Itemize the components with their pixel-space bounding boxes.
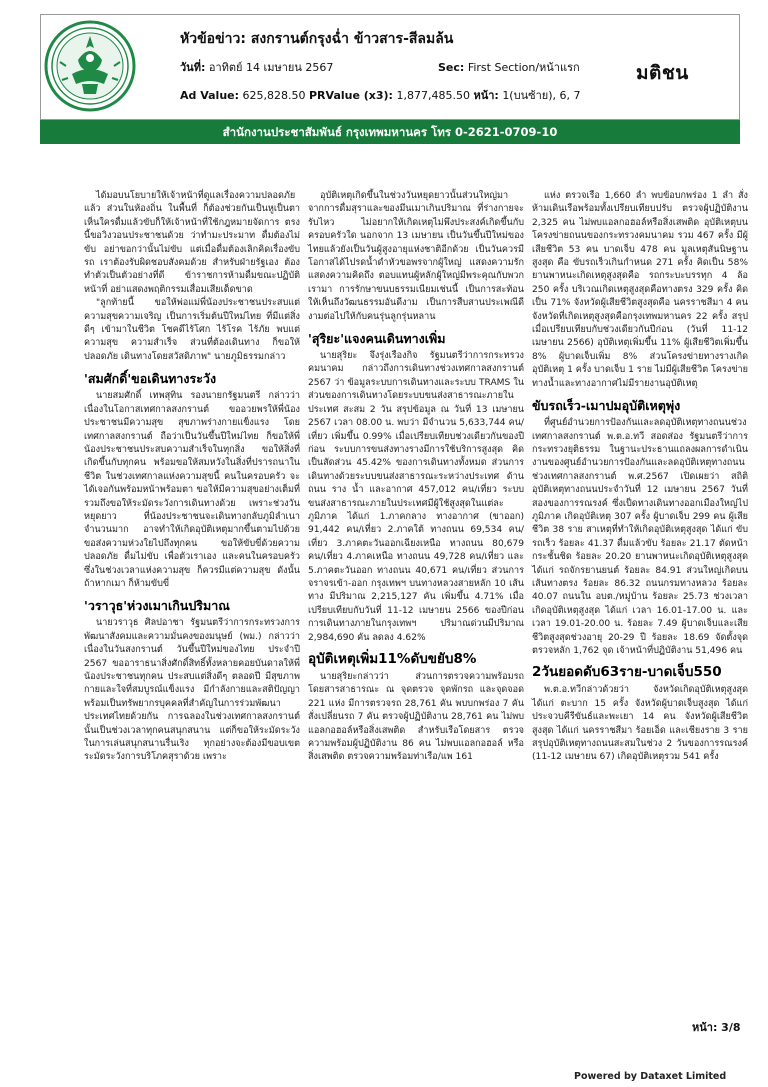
ad-value: 625,828.50 bbox=[242, 89, 306, 102]
paragraph: ที่ศูนย์อำนวยการป้องกันและลดอุบัติเหตุทางถนนช่วงเทศกาลสงกรานต์ พ.ต.อ.ทวี สอดส่อง รัฐมนตรีว่าการกระทรวงยุติธรรม ในฐานะประธานแถลงผลการดำเนินงานของศูนย์อำนวยการป้องกันและลดอุบัติเหตุทางถนนช่วงเทศกาลสงกรานต์ พ.ศ.2567 เปิดเผยว่า สถิติอุบัติเหตุทางถนนประจำวันที่ 12 เมษายน 2567 วันที่สองของการรณรงค์ ซึ่งเป็ดทางเดินทางออกเมืองใหญ่ไปภูมิภาค เกิดอุบัติเหตุ 307 ครั้ง ผู้บาดเจ็บ 299 คน ผู้เสียชีวิต 38 ราย สาเหตุที่ทำให้เกิดอุบัติเหตุสูงสุด ได้แก่ ขับรถเร็ว ร้อยละ 41.37 ดื่มแล้วขับ ร้อยละ 21.17 ตัดหน้ากระชั้นชิด ร้อยละ 20.20 ยานพาหนะเกิดอุบัติเหตุสูงสุด ได้แก่ รถจักรยานยนต์ ร้อยละ 84.91 ส่วนใหญ่เกิดบนเส้นทางตรง ร้อยละ 86.32 ถนนกรมทางหลวง ร้อยละ 40.07 ถนนใน อบต./หมู่บ้าน ร้อยละ 25.73 ช่วงเวลาเกิดอุบัติเหตุสูงสุด ได้แก่ เวลา 16.01-17.00 น. และเวลา 19.01-20.00 น. ร้อยละ 7.49 ผู้บาดเจ็บและเสียชีวิตสูงสุดช่วงอายุ 20-29 ปี ร้อยละ 18.69 จัดตั้งจุดตรวจหลัก 1,762 จุด เจ้าหน้าที่ปฏิบัติงาน 51,496 คน bbox=[532, 418, 748, 656]
section-value: First Section/หน้าแรก bbox=[467, 61, 580, 74]
subheading: ขับรถเร็ว-เมาปมอุบัติเหตุพุ่ง bbox=[532, 398, 681, 414]
paragraph: ได้มอบนโยบายให้เจ้าหน้าที่ดูแลเรื่องความปลอดภัยแล้ว ส่วนในห้องถิ่น ในพื้นที่ ก็ต้องช่วยกันเป็นหูเป็นตา เห็นใครดื่มแล้วขับก็ให้เจ้าหน้าที่ใช้กฎหมายจัดการ ตรงนี้ขอวิงวอนประชาชนด้วย ว่าทำมะประมาท ดื่มต้องไม่ขับ อย่าขอกว่านั้นไม่ขับ แต่เมื่อดื่มต้องเลิกคิดเรื่องขับรถ เราต้องรับผิดชอบสังคมด้วย สำหรับฝ่ายรัฐเอง ต้องทำตัวเป็นตัวอย่างที่ดี ข้าราชการห้ามดื่มขณะปฏิบัติหน้าที่ อย่าแสดงพฤติกรรมเสื่อมเสียเด็ดขาด bbox=[84, 191, 300, 295]
paragraph: พ.ต.อ.ทวีกล่าวด้วยว่า จังหวัดเกิดอุบัติเหตุสูงสุด ได้แก่ ตะบาก 15 ครั้ง จังหวัดผู้บาดเจ็บสูงสุด ได้แก่ ประจวบคีรีขันธ์และพะเยา 14 คน จังหวัดผู้เสียชีวิตสูงสุด ได้แก่ นครราชสีมา ร้อยเอ็ด และเชียงราย 3 ราย สรุปอุบัติเหตุทางถนนสะสมในช่วง 2 วันของการรณรงค์ (11-12 เมษายน 67) เกิดอุบัติเหตุรวม 541 ครั้ง bbox=[532, 685, 748, 763]
date-line bbox=[180, 58, 333, 76]
page-value: 1(บนซ้าย), 6, 7 bbox=[502, 89, 581, 102]
paragraph: "ลูกท้ายนี้ ขอให้พ่อแม่พี่น้องประชาชนประสบแต่ความสุขความเจริญ เป็นการเริ่มต้นปีใหม่ไทย ที่มีแต่สิ่งดีๆ เข้ามาในชีวิต โชคดีไร้โศก ไร้โรค ไร้ภัย พบแต่ความสุข ความสำเร็จ ส่วนที่ต้องเดินทาง ก็ขอให้ปลอดภัย เดินทางโดยสวัสดิภาพ" นายภูมิธรรมกล่าว bbox=[84, 298, 300, 362]
powered-by: Powered by Dataxet Limited bbox=[574, 1071, 727, 1082]
date-label: วันที่: bbox=[180, 61, 206, 74]
ad-value-label: Ad Value: bbox=[180, 89, 240, 102]
date-value: อาทิตย์ 14 เมษายน 2567 bbox=[208, 61, 334, 74]
headline-value: สงกรานต์กรุงฉ่ำ ข้าวสาร-สีลมล้น bbox=[250, 31, 454, 47]
article-column-1 bbox=[84, 190, 300, 765]
paragraph: นายสมศักดิ์ เทพสุทิน รองนายกรัฐมนตรี กล่าวว่า เนื่องในโอกาสเทศกาลสงกรานต์ ขออวยพรให้พี่น้องประชาชนมีความสุข สุขภาพร่างกายแข็งแรง โดยเทศกาลสงกรานต์ ถือว่าเป็นวันขึ้นปีใหม่ไทย ก็ขอให้พี่น้องประชาชนประสบความสำเร็จในทุกสิ่ง ขอให้สิ่งที่เกิดขึ้นกับทุกคน พร้อมขอให้สมหวังในสิ่งที่ปรารถนาในชีวิต ในช่วงเทศกาลแห่งความสุขนี้ คนในครอบครัว จะได้เจอกันพร้อมหน้าพร้อมตา ขอให้มีความสุขอย่างเต็มที่ รวมถึงขอให้ระมัดระวังการเดินทางด้วย เพราะช่วงวันหยุดยาว ที่น้องประชาชนจะเดินทางกลับภูมิลำเนาจำนวนมาก อาจทำให้เกิดอุบัติเหตุมากขึ้นตามไปด้วย ขอส่งความห่วงใยไปถึงทุกคน ขอให้ขับขี่ด้วยความปลอดภัย ดื่มไม่ขับ เพื่อตัวเราเอง และคนในครอบครัว ซึ่งในช่วงเวลาแห่งความสุข ก็ควรมีแต่ความสุข ดังนั้น ถ้าหากเมา ก็ห้ามขับขี่ bbox=[84, 391, 300, 589]
contact-bar: สำนักงานประชาสัมพันธ์ กรุงเทพมหานคร โทร 0-2621-0709-10 bbox=[40, 120, 740, 144]
paragraph: แห่ง ตรวจเรือ 1,660 ลำ พบข้อบกพร่อง 1 ลำ สั่งห้ามเดินเรือพร้อมทั้งเปรียบเทียบปรับ ตรวจผู้ปฏิบัติงาน 2,325 คน ไม่พบแอลกอฮอล์หรือสิ่งเสพติด อุบัติเหตุบนโครงข่ายถนนของกระทรวงคมนาคม รวม 467 ครั้ง มีผู้เสียชีวิต 53 คน บาดเจ็บ 478 คน มูลเหตุสันนิษฐานสูงสุด คือ ขับรถเร็วเกินกำหนด 271 ครั้ง คิดเป็น 58% ยานพาหนะเกิดเหตุสูงสุดคือ รถกระบะบรรทุก 4 ล้อ 250 ครั้ง บริเวณเกิดเหตุสูงสุดคือทางตรง 329 ครั้ง คิดเป็น 71% จังหวัดผู้เสียชีวิตสูงสุดคือ นครราชสีมา 4 คน จังหวัดที่เกิดเหตุสูงสุดคือกรุงเทพมหานคร 22 ครั้ง สรุปเมื่อเปรียบเทียบกับช่วงเดียวกันปีก่อน (วันที่ 11-12 เมษายน 2566) อุบัติเหตุเพิ่มขึ้น 11% ผู้เสียชีวิตเพิ่มขึ้น 8% ผู้บาดเจ็บเพิ่ม 8% ส่วนโครงข่ายทางรางเกิดอุบัติเหตุ 1 ครั้ง บาดเจ็บ 1 ราย ไม่มีผู้เสียชีวิต โครงข่ายทางน้ำและทางอากาศไม่มีรายงานอุบัติเหตุ bbox=[532, 191, 748, 389]
pr-value: 1,877,485.50 bbox=[396, 89, 470, 102]
newspaper-brand: มติชน bbox=[636, 62, 689, 84]
headline bbox=[180, 28, 453, 50]
ad-value-line bbox=[180, 86, 580, 104]
paragraph: นายสุริยะกล่าวว่า ส่วนการตรวจความพร้อมรถโดยสารสาธารณะ ณ จุดตรวจ จุดพักรถ และจุดจอด 221 แห่ง มีการตรวจรถ 28,761 คัน พบบกพร่อง 7 คัน สั่งเปลี่ยนรถ 7 คัน ตรวจผู้ปฏิบัติงาน 28,761 คน ไม่พบแอลกอฮอล์หรือสิ่งเสพติด สำหรับเรือโดยสาร ตรวจความพร้อมผู้ปฏิบัติงาน 86 คน ไม่พบแอลกอฮอล์ หรือสิ่งเสพติด ตรวจความพร้อมท่าเรือ/แพ 161 bbox=[308, 672, 524, 763]
page-number: หน้า: 3/8 bbox=[692, 1021, 741, 1034]
subheading: 2วันยอดดับ63ราย-บาดเจ็บ550 bbox=[532, 664, 722, 681]
section-label: Sec: bbox=[438, 61, 465, 74]
subheading: 'สุริยะ'แจงคนเดินทางเพิ่ม bbox=[308, 331, 446, 347]
paragraph: นายสุริยะ จึงรุ่งเรืองกิจ รัฐมนตรีว่าการกระทรวงคมนาคม กล่าวถึงการเดินทางช่วงเทศกาลสงกรานต์ 2567 ว่า ข้อมูลระบบการเดินทางและระบบ TRAMS ในส่วนของการเดินทางโดยระบบขนส่งสาธารณะภายในประเทศ สะสม 2 วัน สรุปข้อมูล ณ วันที่ 13 เมษายน 2567 เวลา 08.00 น. พบว่า มีจำนวน 5,633,744 คน/เที่ยว เพิ่มขึ้น 0.99% เมื่อเปรียบเทียบช่วงเดียวกันของปีก่อน ระบบการขนส่งทางรางมีการใช้บริการสูงสุด คิดเป็นสัดส่วน 45.42% ของการเดินทางทั้งหมด ส่วนการเดินทางด้วยระบบขนส่งสาธารณะระหว่างประเทศ ด้านถนน ราง น้ำ และอากาศ 457,012 คน/เที่ยว ระบบขนส่งสาธารณะภายในประเทศมีผู้ใช้สูงสุดในแต่ละภูมิภาค ได้แก่ 1.ภาคกลาง ทางอากาศ (ขาออก) 91,442 คน/เที่ยว 2.ภาคใต้ ทางถนน 69,534 คน/เที่ยว 3.ภาคตะวันออกเฉียงเหนือ ทางถนน 80,679 คน/เที่ยว 4.ภาคเหนือ ทางถนน 49,728 คน/เที่ยว และ 5.ภาคตะวันออก ทางถนน 40,671 คน/เที่ยว ส่วนการจราจรเข้า-ออก กรุงเทพฯ บนทางหลวงสายหลัก 10 เส้นทาง มีปริมาณ 2,215,127 คัน เพิ่มขึ้น 4.71% เมื่อเปรียบเทียบกับวันที่ 11-12 เมษายน 2566 ของปีก่อน การเดินทางภายในกรุงเทพฯ ปริมาณด่วนมีปริมาณ 2,984,690 คัน ลดลง 4.62% bbox=[308, 351, 524, 643]
article-column-3 bbox=[532, 190, 748, 765]
article-column-2 bbox=[308, 190, 524, 765]
paragraph: อุบัติเหตุเกิดขึ้นในช่วงวันหยุดยาวนั้นส่วนใหญ่มาจากการดื่มสุราและของมึนเมาเกินปริมาณ ที่ร่างกายจะรับไหว ไม่อยากให้เกิดเหตุไม่พึงประสงค์เกิดขึ้นกับครอบครัวใด นอกจาก 13 เมษายน เป็นวันขึ้นปีใหม่ของไทยแล้วยังเป็นวันผู้สูงอายุแห่งชาติอีกด้วย เป็นวันควรมีโอกาสได้ไปรดน้ำดำหัวขอพรจากผู้ใหญ่ แสดงความรัก แสดงความคิดถึง ตอบแทนผู้หลักผู้ใหญ่มีพระคุณกับพวกเรามา การรักษาขนบธรรมเนียมเช่นนี้ เป็นการสะท้อนให้เห็นถึงวัฒนธรรมอันดีงาม เป็นการสืบสานประเพณีดีงามต่อไปให้กับคนรุ่นลูกรุ่นหลาน bbox=[308, 191, 524, 322]
paragraph: นายวราวุธ ศิลปอาชา รัฐมนตรีว่าการกระทรวงการพัฒนาสังคมและความมั่นคงของมนุษย์ (พม.) กล่าวว่า เนื่องในวันสงกรานต์ วันขึ้นปีใหม่ของไทย ประจำปี 2567 ขออาราธนาสิ่งศักดิ์สิทธิ์ทั้งหลายคอยบันดาลให้พี่น้องประชาชนทุกคน ประสบแต่สิ่งดีๆ ตลอดปี มีสุขภาพกายและใจที่สมบูรณ์แข็งแรง มีกำลังกายและสติปัญญาพร้อมเป็นทรัพยากรบุคคลที่สำคัญในการร่วมพัฒนาประเทศไทยด้วยกัน การฉลองในช่วงเทศกาลสงกรานต์นั้นเป็นช่วงเวลาทุกคนสนุกสนาน แต่ก็ขอให้ระมัดระวังในการเล่นสนุกสนานรื่นเริง ทุกอย่างจะต้องมีขอบเขต ระมัดระวังการบริโภคสุราด้วย เพราะ bbox=[84, 618, 300, 763]
subheading: อุบัติเหตุเพิ่ม11%ดับขยับ8% bbox=[308, 651, 477, 667]
bangkok-seal-icon bbox=[44, 20, 136, 112]
page-label: หน้า: bbox=[473, 89, 499, 102]
headline-label: หัวข้อข่าว: bbox=[180, 31, 246, 47]
section-line bbox=[438, 58, 580, 76]
subheading: 'สมศักดิ์'ขอเดินทางระวัง bbox=[84, 371, 217, 387]
subheading: 'วราวุธ'ห่วงเมาเกินปริมาณ bbox=[84, 598, 230, 614]
pr-value-label: PRValue (x3): bbox=[309, 89, 393, 102]
